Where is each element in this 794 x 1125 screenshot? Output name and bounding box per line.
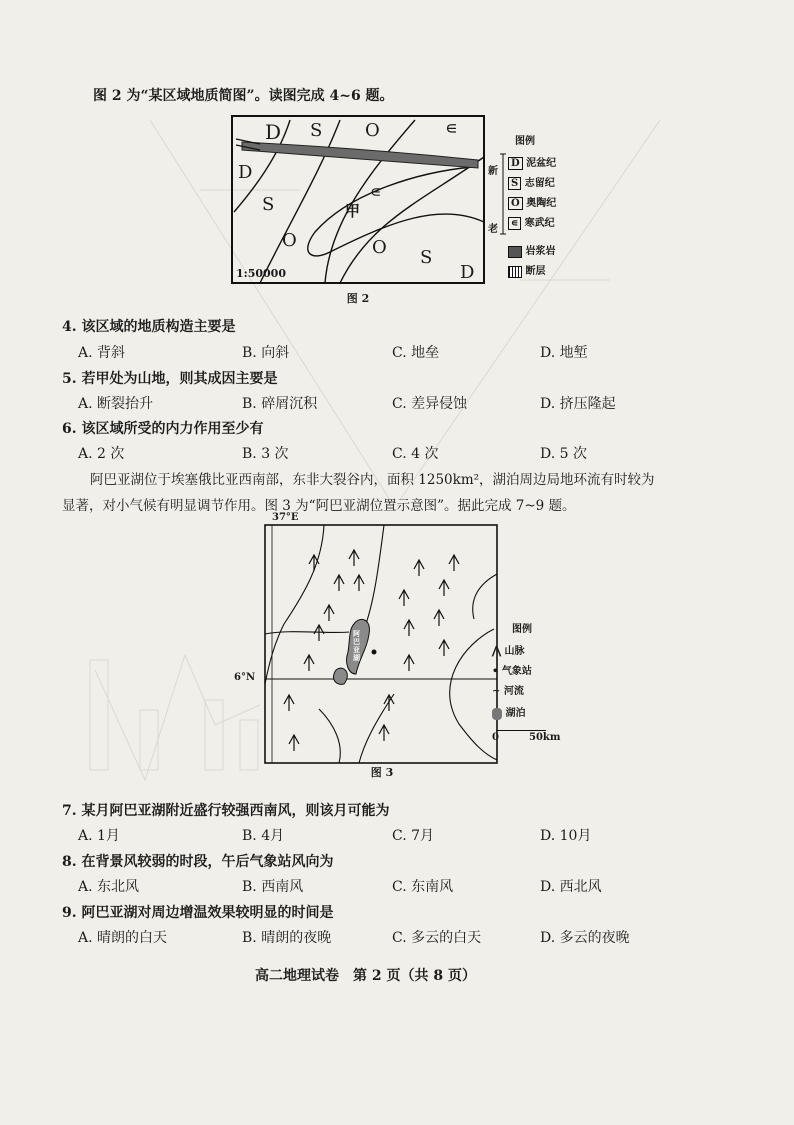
q7-option-c[interactable]: C. 7月 (392, 828, 435, 844)
legend-magma: 岩浆岩 (508, 242, 555, 258)
stratum-S: S (420, 247, 433, 268)
legend-ordovician: O 奥陶纪 (508, 194, 556, 209)
q4-option-d[interactable]: D. 地堑 (540, 345, 588, 361)
stratum-O: O (372, 237, 387, 258)
q6-option-b[interactable]: B. 3 次 (242, 446, 289, 462)
q8-option-a[interactable]: A. 东北风 (78, 879, 140, 895)
location-jia: 甲 (345, 202, 361, 220)
stratum-cambrian: ∊ (370, 182, 382, 201)
q7-option-b[interactable]: B. 4月 (242, 828, 285, 844)
figure-3-lake-map (234, 512, 574, 780)
stratum-S: S (310, 120, 323, 141)
legend-weather-station: • 气象站 (492, 666, 532, 677)
q9-option-a[interactable]: A. 晴朗的白天 (78, 930, 168, 946)
figure-3-caption: 图 3 (370, 766, 394, 779)
legend-fault: 断层 (508, 262, 545, 278)
q4-option-a[interactable]: A. 背斜 (78, 345, 126, 361)
q8-option-b[interactable]: B. 西南风 (242, 879, 304, 895)
latitude-label: 6°N (234, 672, 256, 683)
q5-option-d[interactable]: D. 挤压隆起 (540, 396, 616, 412)
legend-silurian: S 志留纪 (508, 174, 555, 189)
intro-fig2: 图 2 为“某区域地质简图”。读图完成 4~6 题。 (93, 88, 394, 104)
legend-new: 新 (488, 166, 498, 177)
q7-option-a[interactable]: A. 1月 (78, 828, 120, 844)
question-4-stem: 4. 该区域的地质构造主要是 (62, 319, 236, 335)
q4-option-b[interactable]: B. 向斜 (242, 345, 290, 361)
question-8-stem: 8. 在背景风较弱的时段，午后气象站风向为 (62, 854, 334, 870)
q9-option-d[interactable]: D. 多云的夜晚 (540, 930, 630, 946)
q9-option-c[interactable]: C. 多云的白天 (392, 930, 482, 946)
q8-option-d[interactable]: D. 西北风 (540, 879, 602, 895)
legend-title: 图例 (515, 136, 535, 147)
scale-bar (496, 730, 546, 731)
q9-option-b[interactable]: B. 晴朗的夜晚 (242, 930, 332, 946)
stratum-O: O (282, 230, 297, 251)
scale-distance: 50km (529, 732, 561, 743)
scale-zero: 0 (492, 732, 499, 743)
stratum-S: S (262, 194, 275, 215)
legend-devonian: D 泥盆纪 (508, 154, 556, 169)
longitude-label: 37°E (272, 512, 299, 523)
stratum-D: D (265, 120, 282, 144)
page-footer: 高二地理试卷 第 2 页（共 8 页） (255, 968, 476, 984)
legend-mountain: ⋀ 山脉 (492, 644, 525, 657)
q7-option-d[interactable]: D. 10月 (540, 828, 592, 844)
q8-option-c[interactable]: C. 东南风 (392, 879, 454, 895)
stratum-D: D (460, 262, 475, 283)
q6-option-c[interactable]: C. 4 次 (392, 446, 439, 462)
stratum-O: O (365, 120, 380, 141)
q6-option-a[interactable]: A. 2 次 (78, 446, 125, 462)
q5-option-a[interactable]: A. 断裂抬升 (78, 396, 154, 412)
stratum-D: D (238, 162, 253, 183)
question-5-stem: 5. 若甲处为山地，则其成因主要是 (62, 371, 278, 387)
figure-2-geologic-map (220, 112, 590, 307)
q5-option-c[interactable]: C. 差异侵蚀 (392, 396, 468, 412)
map-scale: 1:50000 (236, 267, 286, 280)
weather-station-marker (372, 650, 377, 655)
legend-title: 图例 (512, 624, 532, 635)
question-9-stem: 9. 阿巴亚湖对周边增温效果较明显的时间是 (62, 905, 334, 921)
legend-cambrian: ∊ 寒武纪 (508, 214, 555, 229)
stratum-cambrian: ∊ (445, 118, 458, 139)
legend-river: ∼ 河流 (492, 686, 524, 697)
legend-old: 老 (488, 224, 498, 235)
legend-lake: 湖泊 (492, 704, 525, 720)
intro-fig3-line2: 显著，对小气候有明显调节作用。图 3 为“阿巴亚湖位置示意图”。据此完成 7~9 题。 (62, 498, 576, 514)
question-6-stem: 6. 该区域所受的内力作用至少有 (62, 421, 264, 437)
q4-option-c[interactable]: C. 地垒 (392, 345, 440, 361)
question-7-stem: 7. 某月阿巴亚湖附近盛行较强西南风，则该月可能为 (62, 803, 390, 819)
lake-label: 阿巴亚湖 (353, 629, 360, 662)
intro-fig3-line1: 阿巴亚湖位于埃塞俄比亚西南部，东非大裂谷内，面积 1250km²，湖泊周边局地环流有时较为 (90, 472, 655, 488)
q6-option-d[interactable]: D. 5 次 (540, 446, 587, 462)
figure-2-caption: 图 2 (346, 292, 370, 305)
q5-option-b[interactable]: B. 碎屑沉积 (242, 396, 318, 412)
